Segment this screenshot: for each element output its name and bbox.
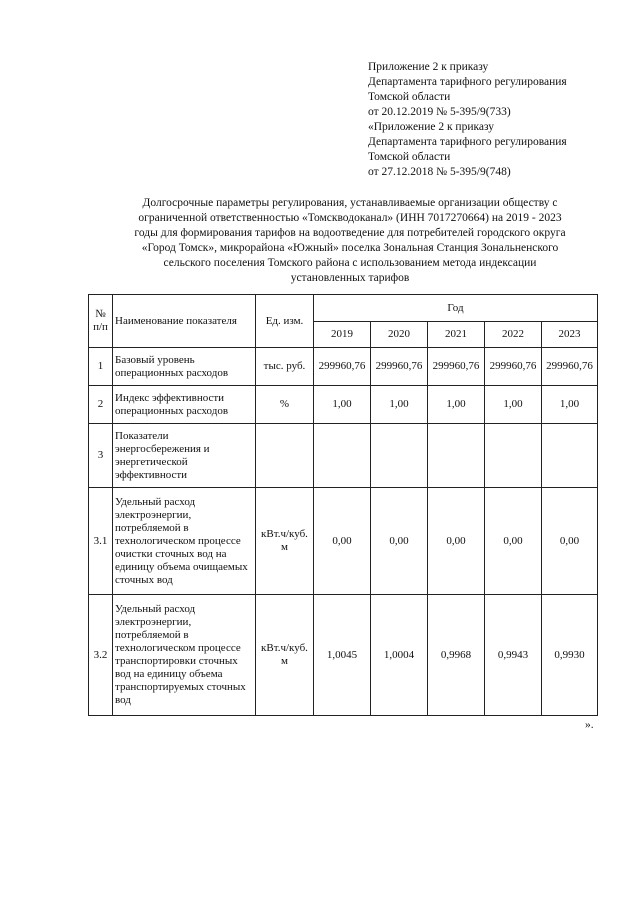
row-value: 1,0045 (314, 595, 371, 716)
row-name: Показатели энергосбережения и энергетической эффективности (113, 424, 256, 488)
row-value (428, 424, 485, 488)
row-value: 1,0004 (371, 595, 428, 716)
title-line: сельского поселения Томского района с использованием метода индексации (163, 257, 537, 269)
row-number: 3.2 (89, 595, 113, 716)
header-line: от 27.12.2018 № 5-395/9(748) (368, 166, 511, 178)
header-line: от 20.12.2019 № 5-395/9(733) (368, 106, 511, 118)
row-unit: % (256, 386, 314, 424)
header-unit: Ед. изм. (256, 295, 314, 348)
document-title (85, 196, 615, 286)
parameters-table (88, 294, 598, 716)
header-year-2021: 2021 (428, 322, 485, 348)
row-name: Удельный расход электроэнергии, потребляемой в технологическом процессе транспортировки сточных вод на единицу объема транспортируемых сточных вод (113, 595, 256, 716)
row-name: Базовый уровень операционных расходов (113, 348, 256, 386)
row-value: 1,00 (542, 386, 598, 424)
row-value (485, 424, 542, 488)
row-value (314, 424, 371, 488)
table-row (89, 424, 598, 488)
row-unit: кВт.ч/куб. м (256, 595, 314, 716)
header-line: «Приложение 2 к приказу (368, 121, 495, 133)
row-value (542, 424, 598, 488)
table-row (89, 386, 598, 424)
header-year-2019: 2019 (314, 322, 371, 348)
header-year: Год (314, 295, 598, 322)
row-value: 1,00 (485, 386, 542, 424)
row-unit (256, 424, 314, 488)
row-unit: тыс. руб. (256, 348, 314, 386)
row-value: 0,00 (542, 488, 598, 595)
row-number: 1 (89, 348, 113, 386)
row-value: 1,00 (371, 386, 428, 424)
header-year-2020: 2020 (371, 322, 428, 348)
title-line: «Город Томск», микрорайона «Южный» поселка Зональная Станция Зональненского (141, 242, 559, 254)
title-line: установленных тарифов (290, 272, 410, 284)
header-line: Приложение 2 к приказу (368, 61, 489, 73)
row-value: 299960,76 (371, 348, 428, 386)
header-line: Департамента тарифного регулирования (368, 136, 567, 148)
closing-quote: ». (585, 719, 594, 731)
row-value: 0,00 (485, 488, 542, 595)
row-value (371, 424, 428, 488)
row-value: 299960,76 (485, 348, 542, 386)
title-line: Долгосрочные параметры регулирования, устанавливаемые организации обществу с (142, 197, 558, 209)
row-value: 0,9930 (542, 595, 598, 716)
row-value: 0,9943 (485, 595, 542, 716)
row-unit: кВт.ч/куб. м (256, 488, 314, 595)
title-line: ограниченной ответственностью «Томскводоканал» (ИНН 7017270664) на 2019 - 2023 (138, 212, 562, 224)
row-number: 3 (89, 424, 113, 488)
header-line: Департамента тарифного регулирования (368, 76, 567, 88)
row-value: 1,00 (428, 386, 485, 424)
row-name: Индекс эффективности операционных расходов (113, 386, 256, 424)
title-line: годы для формирования тарифов на водоотведение для потребителей городского округа (134, 227, 566, 239)
row-value: 0,9968 (428, 595, 485, 716)
table-row (89, 488, 598, 595)
row-value: 299960,76 (314, 348, 371, 386)
row-value: 0,00 (371, 488, 428, 595)
table-row (89, 348, 598, 386)
row-number: 3.1 (89, 488, 113, 595)
header-year-2022: 2022 (485, 322, 542, 348)
row-value: 1,00 (314, 386, 371, 424)
header-line: Томской области (368, 91, 451, 103)
table-row (89, 595, 598, 716)
row-value: 0,00 (428, 488, 485, 595)
header-indicator-name: Наименование показателя (113, 295, 256, 348)
row-value: 299960,76 (542, 348, 598, 386)
header-line: Томской области (368, 151, 451, 163)
header-year-2023: 2023 (542, 322, 598, 348)
row-number: 2 (89, 386, 113, 424)
row-value: 0,00 (314, 488, 371, 595)
header-number: № п/п (89, 295, 113, 348)
row-name: Удельный расход электроэнергии, потребляемой в технологическом процессе очистки сточных вод на единицу объема очищаемых сточных вод (113, 488, 256, 595)
row-value: 299960,76 (428, 348, 485, 386)
order-reference (368, 60, 628, 180)
